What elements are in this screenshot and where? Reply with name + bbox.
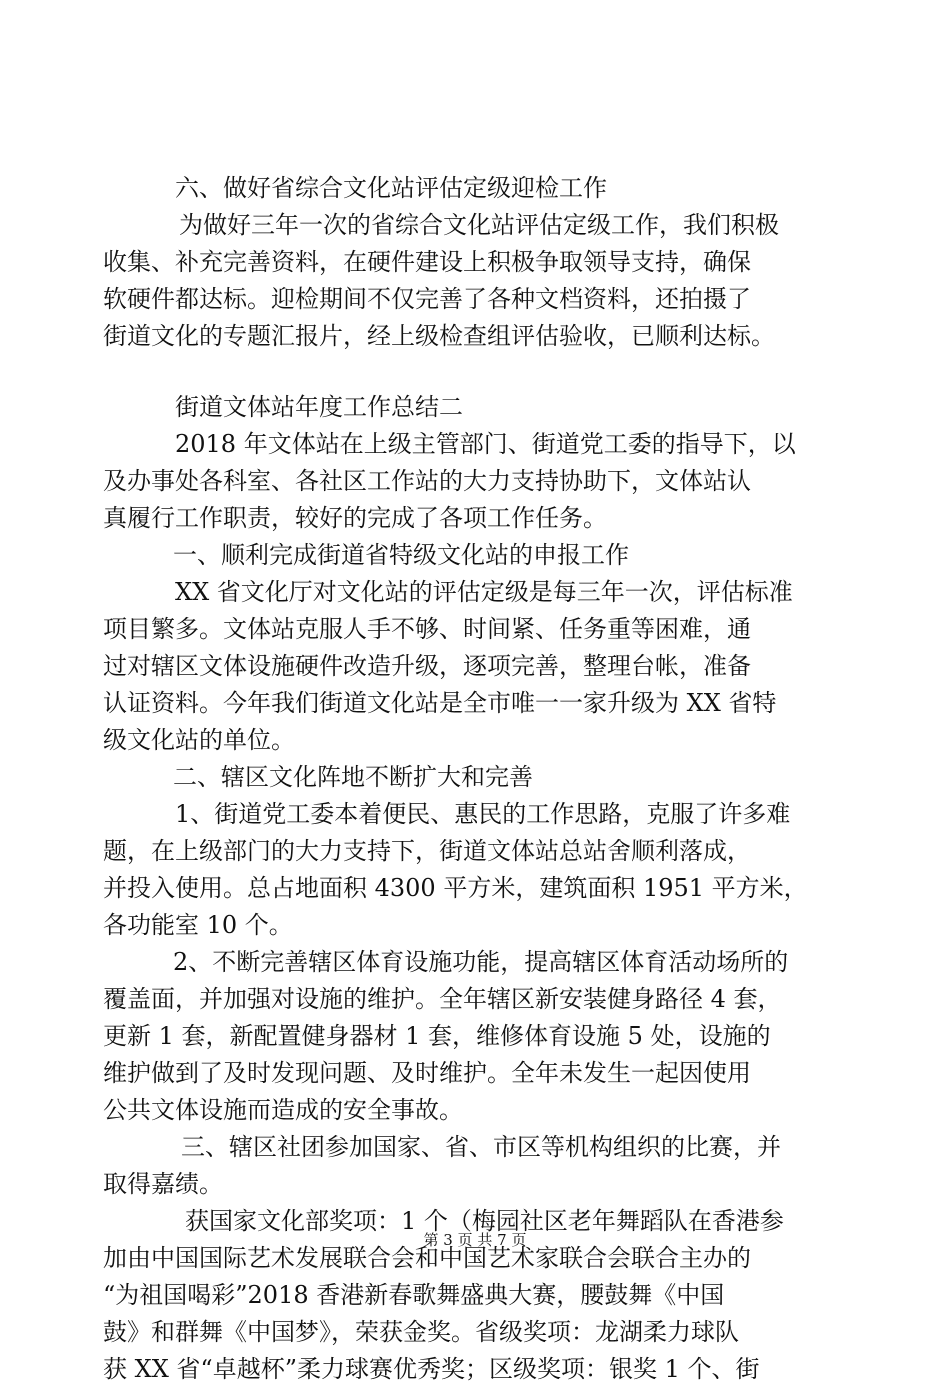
paragraph-line: “为祖国喝彩”2018 香港新春歌舞盛典大赛，腰鼓舞《中国 bbox=[103, 1281, 725, 1309]
page-number: 第 3 页 共 7 页 bbox=[423, 1231, 527, 1249]
paragraph-line: 加由中国国际艺术发展联合会和中国艺术家联合会联合主办的 bbox=[103, 1244, 751, 1272]
paragraph-line: 2018 年文体站在上级主管部门、街道党工委的指导下，以 bbox=[175, 430, 796, 458]
section-heading: 一、顺利完成街道省特级文化站的申报工作 bbox=[173, 541, 629, 569]
paragraph-line: 取得嘉绩。 bbox=[103, 1170, 223, 1198]
paragraph-line: XX 省文化厅对文化站的评估定级是每三年一次，评估标准 bbox=[175, 578, 793, 606]
section-heading: 六、做好省综合文化站评估定级迎检工作 bbox=[175, 174, 607, 202]
paragraph-line: 为做好三年一次的省综合文化站评估定级工作，我们积极 bbox=[179, 211, 779, 239]
paragraph-line: 公共文体设施而造成的安全事故。 bbox=[103, 1096, 463, 1124]
paragraph-line: 更新 1 套，新配置健身器材 1 套，维修体育设施 5 处，设施的 bbox=[103, 1022, 771, 1050]
paragraph-line: 软硬件都达标。迎检期间不仅完善了各种文档资料，还拍摄了 bbox=[103, 285, 751, 313]
paragraph-line: 项目繁多。文体站克服人手不够、时间紧、任务重等困难，通 bbox=[103, 615, 751, 643]
paragraph-line: 过对辖区文体设施硬件改造升级，逐项完善，整理台帐，准备 bbox=[103, 652, 751, 680]
paragraph-line: 认证资料。今年我们街道文化站是全市唯一一家升级为 XX 省特 bbox=[103, 689, 777, 717]
paragraph-line: 真履行工作职责，较好的完成了各项工作任务。 bbox=[103, 504, 607, 532]
paragraph-gap bbox=[103, 355, 853, 389]
paragraph-line: 维护做到了及时发现问题、及时维护。全年未发生一起因使用 bbox=[103, 1059, 751, 1087]
paragraph-line: 并投入使用。总占地面积 4300 平方米，建筑面积 1951 平方米， bbox=[103, 874, 808, 902]
paragraph-line: 覆盖面，并加强对设施的维护。全年辖区新安装健身路径 4 套， bbox=[103, 985, 782, 1013]
paragraph-line: 1、街道党工委本着便民、惠民的工作思路，克服了许多难 bbox=[175, 800, 791, 828]
paragraph-line: 获 XX 省“卓越杯”柔力球赛优秀奖；区级奖项：银奖 1 个、街 bbox=[103, 1355, 760, 1383]
paragraph-line: 题，在上级部门的大力支持下，街道文体站总站舍顺利落成， bbox=[103, 837, 751, 865]
section-heading: 三、辖区社团参加国家、省、市区等机构组织的比赛，并 bbox=[181, 1133, 781, 1161]
paragraph-line: 各功能室 10 个。 bbox=[103, 911, 293, 939]
paragraph-line: 获国家文化部奖项：1 个（梅园社区老年舞蹈队在香港参 bbox=[185, 1207, 784, 1235]
document-title: 街道文体站年度工作总结二 bbox=[175, 393, 463, 421]
paragraph-line: 收集、补充完善资料，在硬件建设上积极争取领导支持，确保 bbox=[103, 248, 751, 276]
paragraph-line: 及办事处各科室、各社区工作站的大力支持协助下，文体站认 bbox=[103, 467, 751, 495]
paragraph-line: 街道文化的专题汇报片，经上级检查组评估验收，已顺利达标。 bbox=[103, 322, 775, 350]
document-body bbox=[103, 170, 853, 1388]
paragraph-line: 2、不断完善辖区体育设施功能，提高辖区体育活动场所的 bbox=[173, 948, 789, 976]
section-heading: 二、辖区文化阵地不断扩大和完善 bbox=[173, 763, 533, 791]
paragraph-line: 鼓》和群舞《中国梦》，荣获金奖。省级奖项：龙湖柔力球队 bbox=[103, 1318, 739, 1346]
paragraph-line: 级文化站的单位。 bbox=[103, 726, 295, 754]
